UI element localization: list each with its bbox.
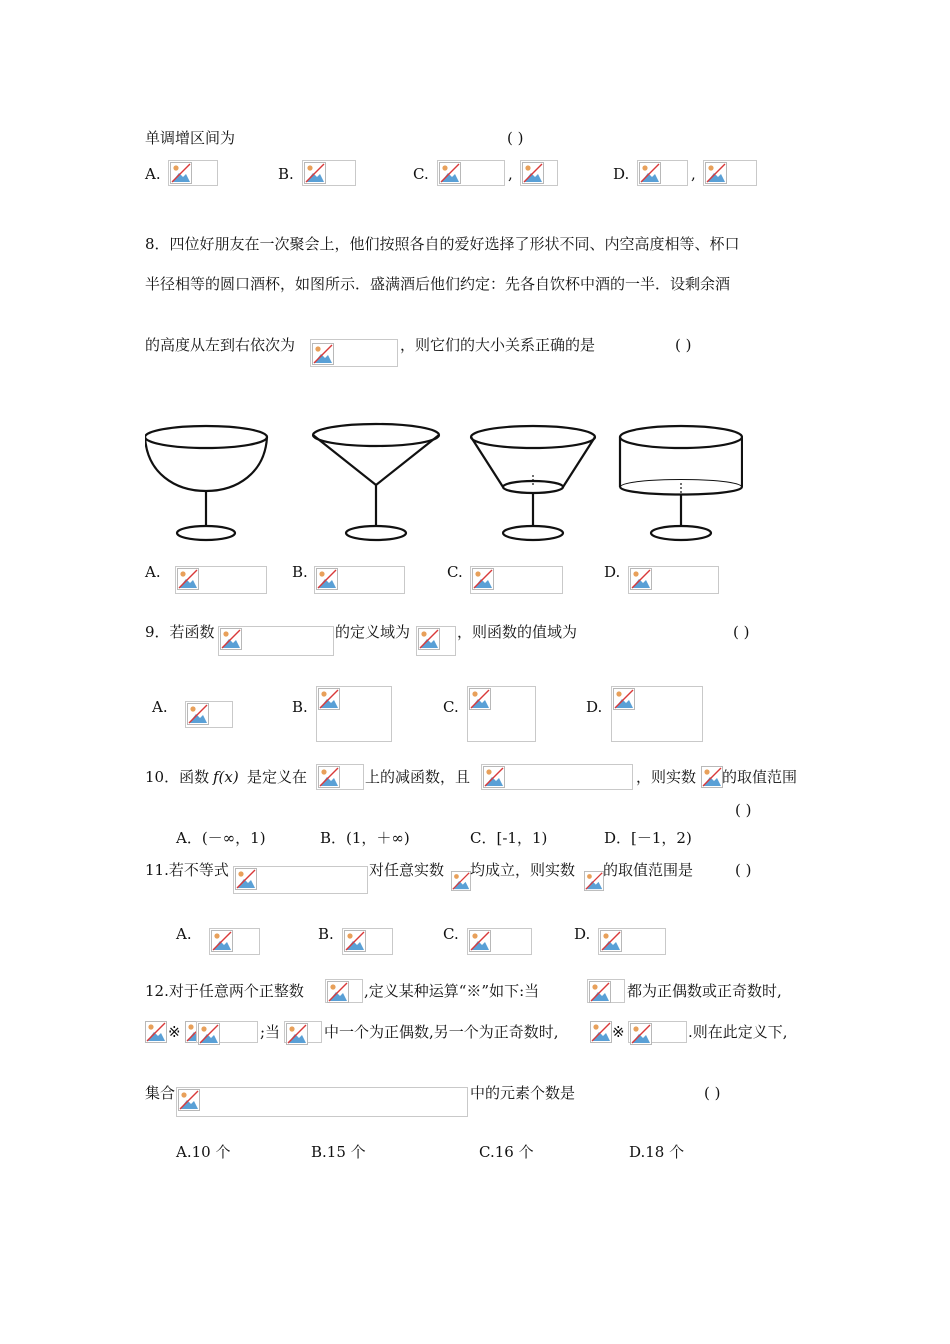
broken-image-icon — [211, 930, 233, 952]
broken-image-icon — [630, 568, 652, 590]
broken-image-icon — [483, 766, 505, 788]
q11-text-a: 11.若不等式 — [145, 861, 229, 879]
q8-option-b-label: B. — [292, 563, 308, 581]
q10-text-e: 的取值范围 — [722, 768, 798, 786]
q7-comma-d: , — [691, 165, 696, 183]
q9-option-b-image — [316, 686, 392, 742]
q8-option-a-image — [175, 566, 267, 594]
q11-inequality-image — [233, 866, 368, 894]
q12-text-f: .则在此定义下, — [688, 1023, 788, 1041]
q11-text-c: 均成立，则实数 — [470, 861, 576, 879]
q7-text: 单调增区间为 — [145, 129, 236, 147]
broken-image-icon — [472, 568, 494, 590]
broken-image-icon — [318, 766, 340, 788]
broken-image-icon — [316, 568, 338, 590]
broken-image-icon — [178, 1089, 200, 1111]
broken-image-icon — [344, 930, 366, 952]
q7-paren: ( ) — [507, 129, 524, 147]
q11-var-a-image — [584, 871, 604, 891]
q10-option-d: D．[－1，2) — [604, 829, 692, 847]
q7-option-a-image — [168, 160, 218, 186]
q9-text-a: 9．若函数 — [145, 623, 215, 641]
q12-option-c: C.16 个 — [479, 1143, 534, 1161]
q12-paren: ( ) — [704, 1084, 721, 1102]
q12-option-a: A.10 个 — [176, 1143, 231, 1161]
q9-text-b: 的定义域为 — [335, 623, 411, 641]
q8-option-d-image — [628, 566, 719, 594]
q7-option-b-label: B. — [278, 165, 294, 183]
q7-option-c-image-1 — [437, 160, 505, 186]
q12-text-a: 12.对于任意两个正整数 — [145, 982, 304, 1000]
broken-image-icon — [590, 1021, 612, 1043]
q10-text-c: 上的减函数，且 — [365, 768, 471, 786]
q11-option-a-label: A. — [176, 925, 192, 943]
q12-mn-image-2 — [587, 979, 625, 1003]
broken-image-icon — [705, 162, 727, 184]
q11-var-x-image — [451, 871, 471, 891]
q11-option-b-label: B. — [318, 925, 334, 943]
q10-inequality-image — [481, 764, 633, 790]
q10-domain-image — [316, 764, 364, 790]
q10-option-b: B．(1，＋∞) — [320, 829, 410, 847]
q12-text-b: ,定义某种运算“※”如下:当 — [364, 982, 540, 1000]
q12-star-2: ※ — [612, 1023, 625, 1041]
q9-option-a-image — [185, 701, 233, 728]
broken-image-icon — [701, 766, 723, 788]
q10-text-d: ，则实数 — [636, 768, 697, 786]
q12-m-image-2 — [590, 1021, 612, 1043]
q12-mn-image — [325, 979, 363, 1003]
q9-option-c-image — [467, 686, 536, 742]
broken-image-icon — [286, 1023, 308, 1045]
broken-image-icon — [177, 568, 199, 590]
q7-option-d-image-1 — [637, 160, 688, 186]
broken-image-icon — [327, 981, 349, 1003]
q9-option-d-label: D. — [586, 698, 603, 716]
broken-image-icon — [613, 688, 635, 710]
broken-image-icon — [187, 703, 209, 725]
q7-option-c-image-2 — [520, 160, 558, 186]
q10-text-b: 是定义在 — [247, 768, 308, 786]
q8-option-b-image — [314, 566, 405, 594]
q9-domain-image — [416, 626, 456, 656]
q12-set-image — [176, 1087, 468, 1117]
q7-option-b-image — [302, 160, 356, 186]
q12-star-1: ※ — [168, 1023, 181, 1041]
q9-option-a-label: A. — [152, 698, 168, 716]
q8-option-c-image — [470, 566, 563, 594]
q10-text-a: 10．函数 — [145, 768, 210, 786]
q12-text-h: 中的元素个数是 — [470, 1084, 576, 1102]
q11-text-b: 对任意实数 — [369, 861, 445, 879]
q11-option-b-image — [342, 928, 393, 955]
q10-fx: f(x) — [213, 768, 239, 786]
q11-paren: ( ) — [735, 861, 752, 879]
q12-option-d: D.18 个 — [629, 1143, 685, 1161]
goblets-figure — [145, 415, 743, 547]
q12-m-image — [145, 1021, 167, 1043]
q12-option-b: B.15 个 — [311, 1143, 366, 1161]
broken-image-icon — [584, 871, 604, 891]
q11-text-d: 的取值范围是 — [603, 861, 694, 879]
broken-image-icon — [145, 1021, 167, 1043]
q8-option-d-label: D. — [604, 563, 621, 581]
q9-option-d-image — [611, 686, 703, 742]
q11-option-a-image — [209, 928, 260, 955]
broken-image-icon — [600, 930, 622, 952]
q10-option-a: A．(－∞，1) — [176, 829, 266, 847]
q12-text-c: 都为正偶数或正奇数时, — [627, 982, 782, 1000]
q11-option-c-label: C. — [443, 925, 459, 943]
broken-image-icon — [639, 162, 661, 184]
q10-paren: ( ) — [735, 801, 752, 819]
q11-option-d-label: D. — [574, 925, 591, 943]
q7-option-d-label: D. — [613, 165, 630, 183]
q8-line-3b: ，则它们的大小关系正确的是 — [400, 336, 596, 354]
frustum-cup — [471, 426, 595, 540]
broken-image-icon — [304, 162, 326, 184]
q11-option-d-image — [598, 928, 666, 955]
q7-comma-c: , — [508, 165, 513, 183]
broken-image-icon — [312, 343, 334, 365]
q9-option-c-label: C. — [443, 698, 459, 716]
q8-line-2: 半径相等的圆口酒杯，如图所示．盛满酒后他们约定：先各自饮杯中酒的一半．设剩余酒 — [145, 275, 731, 293]
q7-option-a-label: A. — [145, 165, 161, 183]
broken-image-icon — [439, 162, 461, 184]
q12-text-d: ;当 — [260, 1023, 281, 1041]
broken-image-icon — [589, 981, 611, 1003]
q7-option-c-label: C. — [413, 165, 429, 183]
broken-image-icon — [469, 930, 491, 952]
q8-heights-image — [310, 339, 398, 367]
q12-sum-image — [196, 1021, 258, 1043]
broken-image-icon — [522, 162, 544, 184]
q8-line-1: 8．四位好朋友在一次聚会上，他们按照各自的爱好选择了形状不同、内空高度相等、杯口 — [145, 235, 740, 253]
broken-image-icon — [220, 628, 242, 650]
cone-cup — [313, 424, 439, 540]
q12-text-g: 集合 — [145, 1084, 176, 1102]
q9-function-image — [218, 626, 334, 656]
q8-option-c-label: C. — [447, 563, 463, 581]
q9-paren: ( ) — [733, 623, 750, 641]
broken-image-icon — [451, 871, 471, 891]
broken-image-icon — [318, 688, 340, 710]
q10-variable-image — [701, 766, 723, 788]
q12-product-image — [628, 1021, 687, 1043]
broken-image-icon — [630, 1023, 652, 1045]
q9-option-b-label: B. — [292, 698, 308, 716]
q8-paren: ( ) — [675, 336, 692, 354]
cylinder-cup — [620, 426, 742, 540]
q8-line-3a: 的高度从左到右依次为 — [145, 336, 296, 354]
q11-option-c-image — [467, 928, 532, 955]
broken-image-icon — [170, 162, 192, 184]
q8-option-a-label: A. — [145, 563, 161, 581]
q10-option-c: C．[-1，1) — [470, 829, 548, 847]
broken-image-icon — [418, 628, 440, 650]
q9-text-c: ，则函数的值域为 — [457, 623, 578, 641]
hemisphere-cup — [145, 426, 267, 540]
q7-option-d-image-2 — [703, 160, 757, 186]
broken-image-icon — [469, 688, 491, 710]
q12-text-e: 中一个为正偶数,另一个为正奇数时, — [324, 1023, 559, 1041]
broken-image-icon — [235, 868, 257, 890]
broken-image-icon — [198, 1023, 220, 1045]
q12-mn-image-3 — [284, 1021, 322, 1043]
